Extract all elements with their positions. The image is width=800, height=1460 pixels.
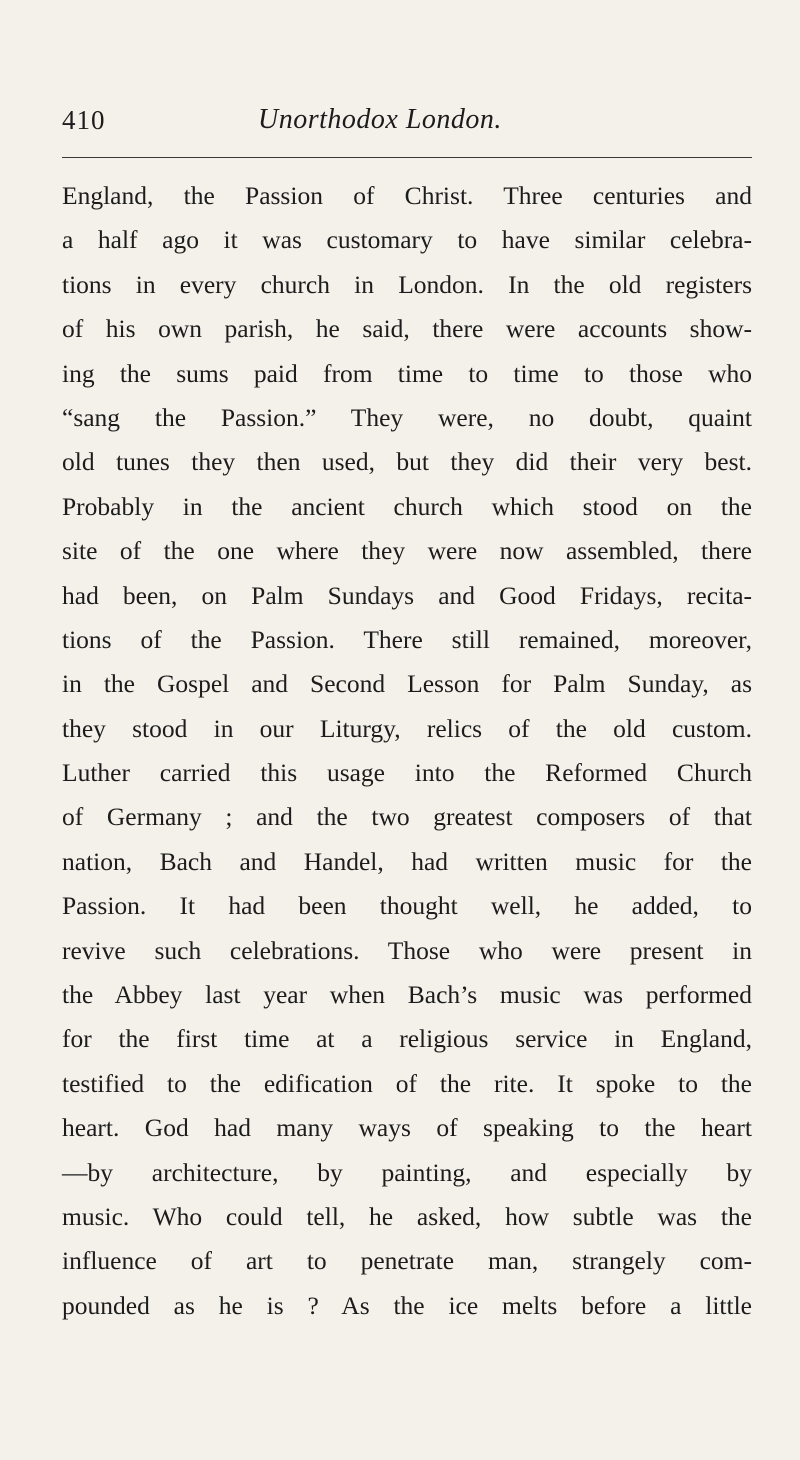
text-line: tions in every church in London. In the old registers <box>62 269 752 299</box>
text-line: had been, on Palm Sundays and Good Fridays, recita- <box>62 580 752 610</box>
text-line: they stood in our Liturgy, relics of the old custom. <box>62 713 752 743</box>
text-line: tions of the Passion. There still remained, moreover, <box>62 624 752 654</box>
text-line: Passion. It had been thought well, he added, to <box>62 891 752 921</box>
text-line: Probably in the ancient church which stood on the <box>62 491 752 521</box>
text-line: England, the Passion of Christ. Three centuries and <box>62 181 752 210</box>
text-line: —by architecture, by painting, and especially by <box>62 1157 752 1187</box>
text-line: pounded as he is ? As the ice melts before a little <box>62 1290 752 1320</box>
text-line: ing the sums paid from time to time to those who <box>62 358 752 388</box>
page-header <box>62 98 752 142</box>
text-line: a half ago it was customary to have similar celebra- <box>62 225 752 255</box>
page-number: 410 <box>62 105 106 135</box>
text-line: old tunes they then used, but they did their very best. <box>62 447 752 477</box>
text-line: for the first time at a religious service in England, <box>62 1024 752 1054</box>
running-head: Unorthodox London. <box>258 104 502 135</box>
text-line: site of the one where they were now assembled, there <box>62 536 752 566</box>
text-line: nation, Bach and Handel, had written music for the <box>62 846 752 876</box>
text-line: the Abbey last year when Bach’s music was performed <box>62 980 752 1010</box>
body-text <box>62 174 752 1328</box>
text-line: testified to the edification of the rite. It spoke to the <box>62 1068 752 1098</box>
text-line: music. Who could tell, he asked, how subtle was the <box>62 1201 752 1231</box>
text-line: of his own parish, he said, there were accounts show- <box>62 314 752 344</box>
text-line: of Germany ; and the two greatest composers of that <box>62 802 752 832</box>
header-rule <box>62 157 752 158</box>
text-line: influence of art to penetrate man, strangely com- <box>62 1246 752 1276</box>
text-line: in the Gospel and Second Lesson for Palm Sunday, as <box>62 669 752 699</box>
text-line: revive such celebrations. Those who were present in <box>62 935 752 965</box>
text-line: “sang the Passion.” They were, no doubt, quaint <box>62 402 752 432</box>
text-line: heart. God had many ways of speaking to the heart <box>62 1113 752 1143</box>
text-line: Luther carried this usage into the Reformed Church <box>62 758 752 788</box>
